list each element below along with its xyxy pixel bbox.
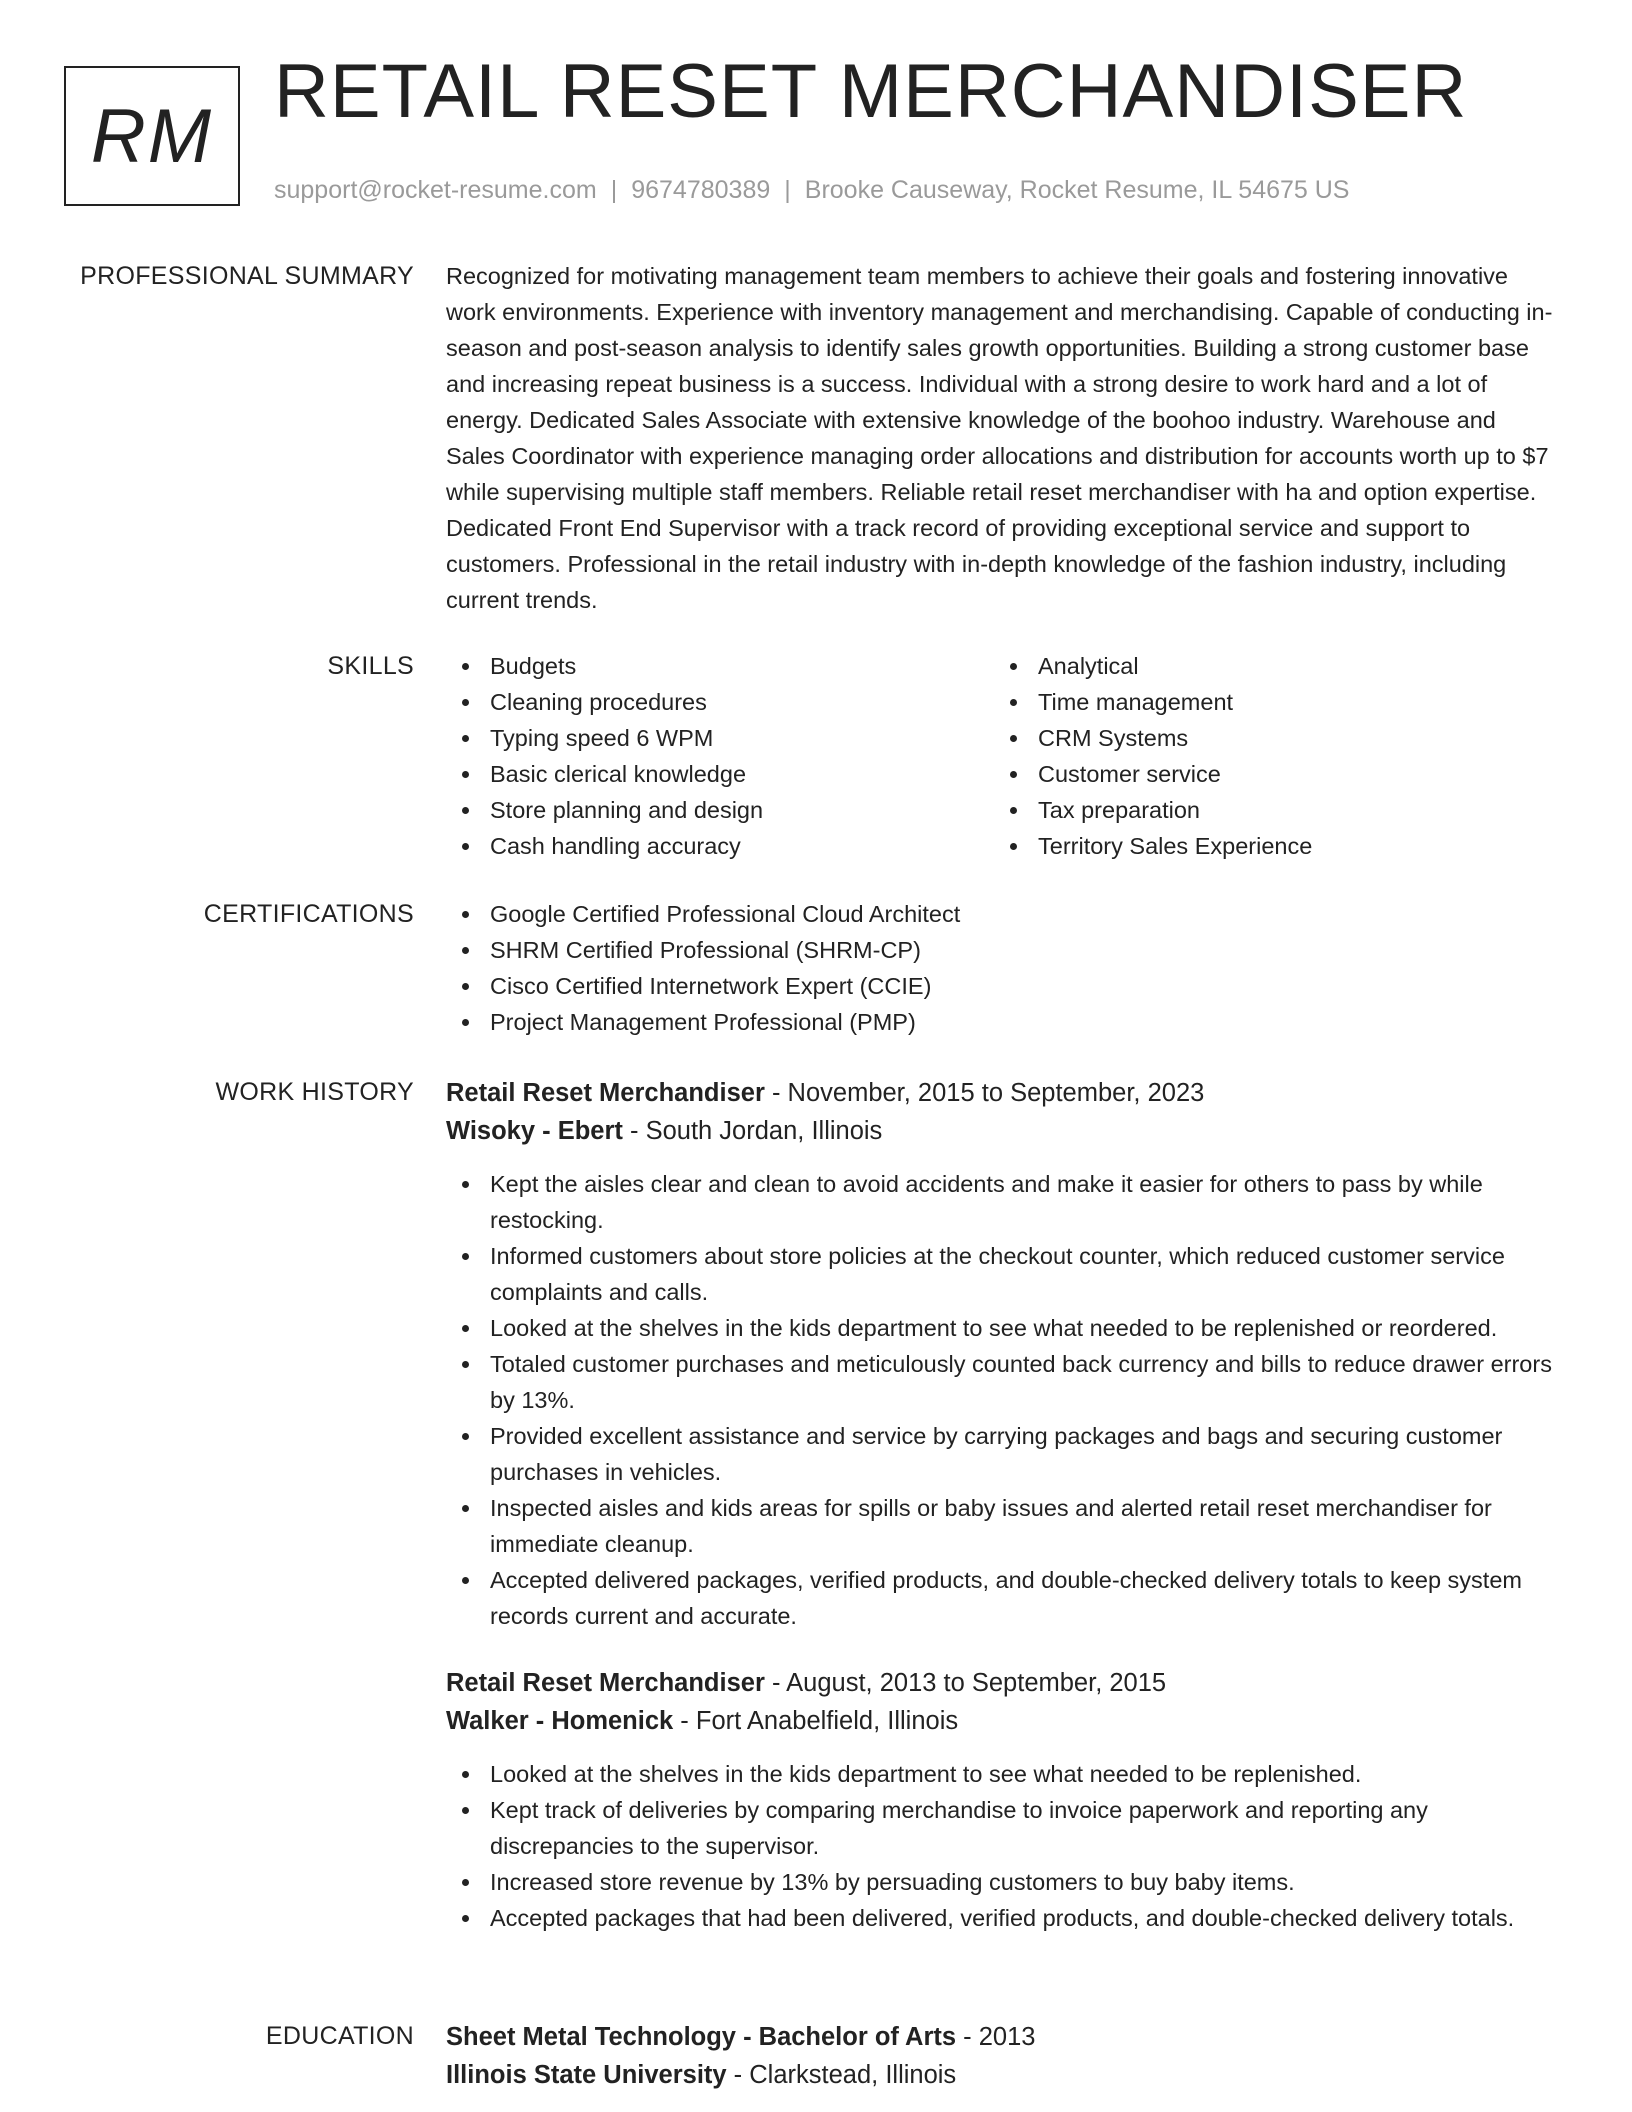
list-item: Analytical	[994, 648, 1542, 684]
list-item: Project Management Professional (PMP)	[446, 1004, 1556, 1040]
degree: Sheet Metal Technology - Bachelor of Arts	[446, 2023, 957, 2051]
section-label-work-history: WORK HISTORY	[215, 1078, 414, 1106]
skills-list-left	[446, 648, 994, 864]
contact-separator: |	[784, 176, 791, 204]
section-label-education: EDUCATION	[265, 2022, 414, 2050]
list-item: Cisco Certified Internetwork Expert (CCIE)	[446, 968, 1556, 1004]
certifications-list	[446, 896, 1556, 1040]
list-item: Inspected aisles and kids areas for spills or baby issues and alerted retail reset merchandiser for immediate cleanup.	[446, 1490, 1556, 1562]
list-item: Cleaning procedures	[446, 684, 994, 720]
job-company-line: Walker - Homenick - Fort Anabelfield, Illinois	[446, 1707, 959, 1735]
list-item: Budgets	[446, 648, 994, 684]
list-item: Kept the aisles clear and clean to avoid accidents and make it easier for others to pass by while restocking.	[446, 1166, 1556, 1238]
school-line: Illinois State University - Clarkstead, Illinois	[446, 2061, 957, 2089]
list-item: Google Certified Professional Cloud Architect	[446, 896, 1556, 932]
job-company-line: Wisoky - Ebert - South Jordan, Illinois	[446, 1117, 883, 1145]
section-label-certifications: CERTIFICATIONS	[203, 900, 414, 928]
degree-line: Sheet Metal Technology - Bachelor of Arts - 2013	[446, 2023, 1036, 2051]
job-company: Walker - Homenick	[446, 1707, 674, 1735]
school-name: Illinois State University	[446, 2061, 727, 2089]
job-location: Fort Anabelfield, Illinois	[695, 1707, 959, 1735]
job-title: Retail Reset Merchandiser	[446, 1669, 765, 1697]
contact-line	[274, 176, 1349, 205]
list-item: Basic clerical knowledge	[446, 756, 994, 792]
email-link[interactable]: support@rocket-resume.com	[274, 176, 597, 204]
job-bullets	[446, 1756, 1556, 1936]
job-company: Wisoky - Ebert	[446, 1117, 623, 1145]
section-label-summary: PROFESSIONAL SUMMARY	[80, 262, 414, 290]
list-item: Cash handling accuracy	[446, 828, 994, 864]
job-bullets	[446, 1166, 1556, 1634]
list-item: Store planning and design	[446, 792, 994, 828]
list-item: Kept track of deliveries by comparing merchandise to invoice paperwork and reporting any discrepancies to the supervisor.	[446, 1792, 1556, 1864]
candidate-name: RETAIL RESET MERCHANDISER	[274, 49, 1468, 134]
job-title-line: Retail Reset Merchandiser - August, 2013 to September, 2015	[446, 1669, 1167, 1697]
address: Brooke Causeway, Rocket Resume, IL 54675 US	[804, 176, 1350, 204]
monogram-logo: RM	[64, 66, 240, 206]
job-dates: August, 2013 to September, 2015	[786, 1669, 1167, 1697]
contact-separator: |	[610, 176, 618, 204]
section-label-skills: SKILLS	[327, 652, 414, 680]
list-item: CRM Systems	[994, 720, 1542, 756]
list-item: Territory Sales Experience	[994, 828, 1542, 864]
summary-text: Recognized for motivating management team members to achieve their goals and fostering innovative work environments. Experience with inventory management and merchandising. Capable of conducting in-season and post-season analysis to identify sales growth opportunities. Building a strong customer base and increasing repeat business is a success. Individual with a strong desire to work hard and a lot of energy. Dedicated Sales Associate with extensive knowledge of the boohoo industry. Warehouse and Sales Coordinator with experience managing order allocations and distribution for accounts worth up to $7 while supervising multiple staff members. Reliable retail reset merchandiser with ha and option expertise. Dedicated Front End Supervisor with a track record of providing exceptional service and support to customers. Professional in the retail industry with in-depth knowledge of the fashion industry, including current trends.	[446, 263, 1553, 613]
list-item: Accepted delivered packages, verified products, and double-checked delivery totals to keep system records current and accurate.	[446, 1562, 1556, 1634]
list-item: Time management	[994, 684, 1542, 720]
list-item: Totaled customer purchases and meticulously counted back currency and bills to reduce drawer errors by 13%.	[446, 1346, 1556, 1418]
job-title-line: Retail Reset Merchandiser - November, 2015 to September, 2023	[446, 1079, 1205, 1107]
job-location: South Jordan, Illinois	[645, 1117, 883, 1145]
list-item: Accepted packages that had been delivered, verified products, and double-checked delivery totals.	[446, 1900, 1556, 1936]
list-item: Informed customers about store policies at the checkout counter, which reduced customer service complaints and calls.	[446, 1238, 1556, 1310]
school-location: Clarkstead, Illinois	[749, 2061, 957, 2089]
list-item: Tax preparation	[994, 792, 1542, 828]
list-item: Provided excellent assistance and service by carrying packages and bags and securing customer purchases in vehicles.	[446, 1418, 1556, 1490]
list-item: Looked at the shelves in the kids department to see what needed to be replenished.	[446, 1756, 1556, 1792]
list-item: Typing speed 6 WPM	[446, 720, 994, 756]
job-dates: November, 2015 to September, 2023	[787, 1079, 1205, 1107]
list-item: Increased store revenue by 13% by persuading customers to buy baby items.	[446, 1864, 1556, 1900]
phone-number: 9674780389	[631, 176, 771, 204]
list-item: Looked at the shelves in the kids department to see what needed to be replenished or reordered.	[446, 1310, 1556, 1346]
job-entry	[446, 1664, 1556, 1936]
graduation-year: 2013	[978, 2023, 1036, 2051]
list-item: SHRM Certified Professional (SHRM-CP)	[446, 932, 1556, 968]
job-title: Retail Reset Merchandiser	[446, 1079, 765, 1107]
skills-list-right	[994, 648, 1542, 864]
job-entry	[446, 1074, 1556, 1634]
list-item: Customer service	[994, 756, 1542, 792]
